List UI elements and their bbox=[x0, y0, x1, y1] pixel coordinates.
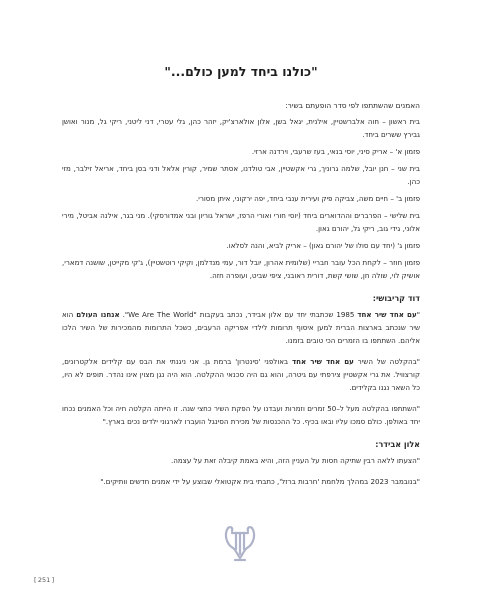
song-title-text: אנחנו העולם bbox=[76, 310, 120, 319]
david-quote-3 bbox=[62, 402, 420, 428]
lineup-verse-2: בית שני – חנן יובל, שלמה גרוניך, גרי אקשטיין, אבי טולדנו, אסתר שמיר, קורין אלאל ודני בסן ביחד, אריאל זילבר, מזי כהן. bbox=[62, 164, 420, 186]
page-number-value: 251 bbox=[37, 576, 51, 584]
quote-text: " bbox=[416, 310, 420, 319]
page-number: [ 251 ] bbox=[34, 576, 55, 584]
lineup-verse-3: בית שלישי – הפרברים וההדוארים ביחד (יוסי חורי ואורי הרפז, ישראל גוריון ובני אמדורסקי). מני בגר, אילנה אביטל, מירי אלוני, גידי גוב, ריקי גל, יהורם גאון. bbox=[62, 211, 420, 233]
alon-quote-2: "בנובמבר 2023 במהלך מלחמת 'חרבות ברזל', כתבתי בית אקטואלי שבוצע על ידי אמנים חדשים וותיקים." bbox=[100, 477, 420, 486]
lineup-final-chorus: פזמון חוזר – לקחת הכל עובר חבריי (שלומית אהרון, יובל דור, עמי מנדלמן, וקיקי רוטשטיין), ג'קי מקייטן, שושנה דמארי, אושיק לוי, שולה חן, שושי קשת, דורית ראובני, ציפי שביט, ועופרה חזה. bbox=[62, 258, 420, 280]
david-heading: דוד קריבושי: bbox=[372, 294, 420, 303]
alon-heading: אלון אבידר: bbox=[375, 440, 420, 449]
page-title: "כולנו ביחד למען כולם..." bbox=[164, 64, 318, 79]
david-quote-2 bbox=[62, 355, 420, 394]
lineup-verse-1: בית ראשון – חוה אלברשטיין, אילנית, יגאל בשן, אלון אולארצ'יק, יזהר כהן, גלי עטרי, דני ליטני, ריקי גל, מנור ואושן גבירץ ששרים ביחד. bbox=[62, 117, 420, 139]
lineup-chorus-3: פזמון ג' (יחד עם סולו של יהורם גאון) – אריק לביא, והנה לסלאו. bbox=[226, 241, 420, 250]
david-quote-block bbox=[62, 308, 420, 428]
lineup-list bbox=[62, 115, 420, 282]
quote-text: "בהקלטה של השיר bbox=[353, 357, 420, 366]
alon-quote-1: "הצעתו ללאה רבין שתיקה חסות על העניין הזה, והיא באמת קיבלה זאת על עצמה. bbox=[170, 456, 420, 465]
lyre-icon bbox=[222, 524, 258, 564]
lineup-chorus-1: פזמון א' – אריק סיני, יוסי בנאי, בעז שרעבי, וירדנה ארזי. bbox=[251, 147, 420, 156]
david-quote-1 bbox=[62, 308, 420, 347]
lineup-chorus-2: פזמון ב' – חיים משה, צביקה פיק ועירית ענבי ביחד, יפה ירקוני, איתן מסורי. bbox=[196, 194, 420, 203]
quote-text: באולפני 'סינטרון' ברמת גן. אני ניגנתי את הבס עם קלידים אלקטרונים, קורצוויל. את גרי אקשטיין צירפתי עם גיטרה, והוא גם היה סכנאי ההקלטה. הוא היה נגן מצוין אינו נהדר. תופים לא היו, כל השאר נגנו בקלידים. bbox=[62, 357, 420, 392]
song-title-text: עם אחד שיר אחד bbox=[291, 357, 354, 366]
song-title-text: עם אחד שיר אחד bbox=[357, 310, 417, 319]
lineup-intro: האמנים שהשתתפו לפי סדר הופעתם בשיר: bbox=[285, 101, 420, 110]
quote-text: 1985 שכתבתי יחד עם אלון אבידר, נכתב בעקבות "We Are The World". bbox=[119, 310, 358, 319]
quote-text: "השתתפו בהקלטה מעל ל–50 זמרים וזמרות ועבדנו על הפקת השיר כחצי שנה. זו הייתה הקלטה חיה וכל האמנים נכחו יחד באולפן. כולם סמכו עליו ובאו בכיף. כל ההכנסות של מכירת הסינגל הועברו לארגוני ילדים נכים בארץ." bbox=[62, 404, 421, 426]
quote-text: הוא שיר שנכתב בארצות הברית למען איסוף תרומות לילדי אפריקה הרעבים, כשכל התרומות מהמכירות של השיר הלכו אליהם. השתתפו בו הזמרים הכי טובים בזמנו. bbox=[62, 310, 420, 345]
